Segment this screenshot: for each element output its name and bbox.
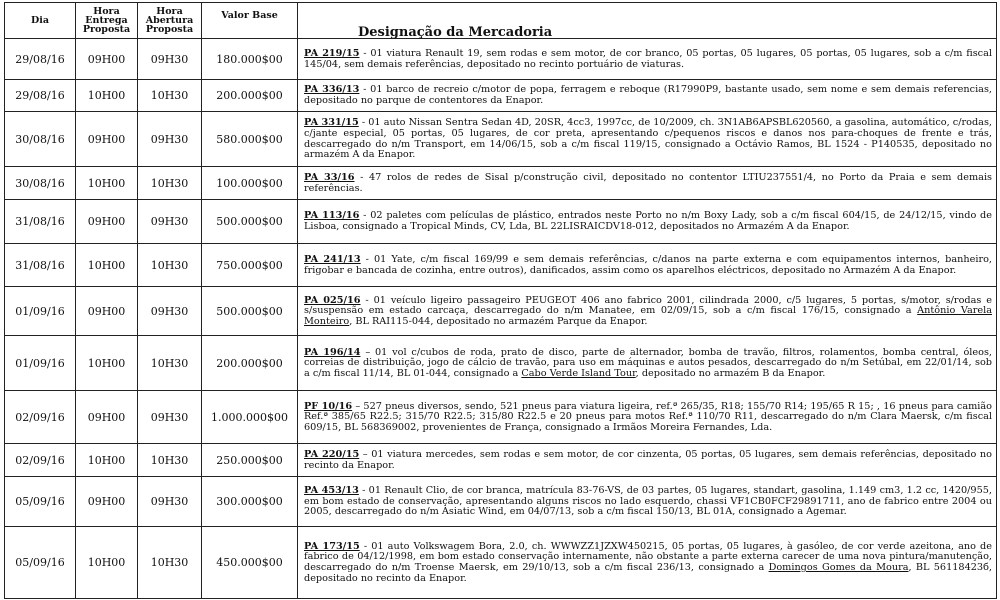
cell-hora-abertura: 10H30 <box>138 167 202 200</box>
cell-valor-base: 250.000$00 <box>202 444 298 477</box>
cell-hora-entrega: 10H00 <box>76 80 138 112</box>
description-text: - 01 auto Volkswagem Bora, 2.0, ch. WWWZZ1JZXW450215, 05 portas, 05 lugares, à gasóleo, de cor verde azeitona, ano de fabrico de 04/12/1998, em bom estado conservação internamente, não obstante a parte externa carecer de uma nova pintura/manutenção, descarregado do n/m Troense Maersk, em 29/10/13, sob a c/m fiscal 236/13, consignado a <box>304 540 992 573</box>
cell-hora-entrega: 10H00 <box>76 527 138 599</box>
cell-dia: 02/09/16 <box>5 391 76 444</box>
consignee-name: Domingos Gomes da Moura <box>768 562 909 573</box>
cell-hora-entrega: 09H00 <box>76 39 138 80</box>
description-text: , BL 56118423б, depositado no recinto da Enapor. <box>304 562 992 584</box>
cell-designacao <box>298 391 997 444</box>
process-reference: PA 196/14 <box>304 346 361 358</box>
cell-hora-entrega: 09H00 <box>76 200 138 244</box>
description-text: - 01 auto Nissan Sentra Sedan 4D, 20SR, 4cc3, 1997cc, de 10/2009, ch. 3N1AB6APSBL620560, a gasolina, automático, c/rodas, c/jante especial, 05 portas, 05 lugares, de cor preta, apresentando c/pequenos riscos e danos nos para-choques de frente e trás, descarregado do n/m Transport, em 14/06/15, sob a c/m fiscal 119/15, consignado a Octávio Ramos, BL 1524 - P140535, depositado no armazém A da Enapor. <box>304 117 992 161</box>
table-row <box>5 444 997 477</box>
cell-hora-entrega: 10H00 <box>76 336 138 391</box>
cell-dia: 02/09/16 <box>5 444 76 477</box>
cell-designacao <box>298 80 997 112</box>
cell-valor-base: 200.000$00 <box>202 336 298 391</box>
cell-hora-entrega: 10H00 <box>76 167 138 200</box>
cell-hora-entrega: 09H00 <box>76 287 138 336</box>
process-reference: PA 336/13 <box>304 84 360 96</box>
cell-hora-entrega: 10H00 <box>76 244 138 287</box>
process-reference: PA 331/15 <box>304 117 359 129</box>
cell-valor-base: 450.000$00 <box>202 527 298 599</box>
table-row <box>5 336 997 391</box>
cell-dia: 31/08/16 <box>5 244 76 287</box>
cell-valor-base: 300.000$00 <box>202 477 298 527</box>
process-reference: PA 025/16 <box>304 294 361 306</box>
header-hora-abertura: Hora Abertura Proposta <box>138 3 202 39</box>
cell-hora-abertura: 09H30 <box>138 287 202 336</box>
table-row <box>5 527 997 599</box>
cell-hora-abertura: 09H30 <box>138 200 202 244</box>
table-row <box>5 112 997 167</box>
process-reference: PA 219/15 <box>304 47 360 59</box>
cell-designacao <box>298 112 997 167</box>
header-hora-entrega: Hora Entrega Proposta <box>76 3 138 39</box>
description-text: - 01 Yate, c/m fiscal 169/99 e sem demais referências, c/danos na parte externa e com equipamentos internos, banheiro, frigobar e bancada de cozinha, entre outros), danificados, assim como os aparelhos eléctricos, depositado no Armazém A da Enapor. <box>304 253 992 276</box>
cell-hora-entrega: 09H00 <box>76 391 138 444</box>
header-valor-base: Valor Base <box>202 3 298 39</box>
description-text: - 01 Renault Clio, de cor branca, matrícula 83-76-VS, de 03 partes, 05 lugares, standart, gasolina, 1.149 cm3, 1.2 cc, 1420/955, em bom estado de conservação, apresentando alguns riscos no lado esquerdo, chassi VF1CB0FCF29891711, ano de fabrico entre 2004 ou 2005, descarregado do n/m Asiatic Wind, em 04/07/13, sob a c/m fiscal 150/13, BL 01A, consignado a Agemar. <box>304 485 992 518</box>
cell-valor-base: 580.000$00 <box>202 112 298 167</box>
table-row <box>5 244 997 287</box>
cell-hora-abertura: 10H30 <box>138 244 202 287</box>
table-row <box>5 477 997 527</box>
cell-dia: 05/09/16 <box>5 527 76 599</box>
process-reference: PF 10/16 <box>304 400 353 412</box>
cell-designacao <box>298 477 997 527</box>
consignee-name: Antônio Varela Monteiro <box>304 305 992 327</box>
description-text: - 02 paletes com películas de plástico, entrados neste Porto no n/m Boxy Lady, sob a c/m fiscal 604/15, de 24/12/15, vindo de Lisboa, consignado a Tropical Minds, CV, Lda, BL 22LISRAICDV18-012, depositados no Armazém A da Enapor. <box>304 210 992 232</box>
process-reference: PA 453/13 <box>304 485 359 497</box>
description-text: - 01 barco de recreio c/motor de popa, ferragem e reboque (R17990P9, bastante usado, sem nome e sem demais referencias, depositado no parque de contentores da Enapor. <box>304 84 993 106</box>
table-row <box>5 287 997 336</box>
process-reference: PA 33/16 <box>304 171 355 183</box>
cell-dia: 01/09/16 <box>5 336 76 391</box>
cell-dia: 29/08/16 <box>5 80 76 112</box>
header-dia: Dia <box>5 3 76 39</box>
cell-designacao <box>298 444 997 477</box>
cell-hora-abertura: 09H30 <box>138 477 202 527</box>
cell-hora-abertura: 10H30 <box>138 336 202 391</box>
description-text: – 01 vol c/cubos de roda, prato de disco, parte de alternador, bomba de travão, filtros, rolamentos, bomba central, óleos, correias de distribuição, jogo de cálcio de travão, para uso em máquinas e autos pesados, descarregado do n/m Setúbal, em 22/01/14, sob a c/m fiscal 11/14, BL 01-044, consignado a <box>304 346 992 379</box>
cell-valor-base: 180.000$00 <box>202 39 298 80</box>
consignee-name: Cabo Verde Island Tour <box>521 367 636 379</box>
cell-hora-abertura: 10H30 <box>138 527 202 599</box>
cell-hora-entrega: 10H00 <box>76 444 138 477</box>
table-row <box>5 167 997 200</box>
cell-hora-abertura: 10H30 <box>138 444 202 477</box>
process-reference: PA 173/15 <box>304 540 360 552</box>
cell-hora-abertura: 09H30 <box>138 39 202 80</box>
cell-dia: 30/08/16 <box>5 112 76 167</box>
cell-dia: 05/09/16 <box>5 477 76 527</box>
cell-dia: 29/08/16 <box>5 39 76 80</box>
cell-designacao <box>298 527 997 599</box>
table-row <box>5 39 997 80</box>
cell-hora-abertura: 09H30 <box>138 112 202 167</box>
cell-hora-entrega: 09H00 <box>76 112 138 167</box>
process-reference: PA 241/13 <box>304 253 361 265</box>
cell-designacao <box>298 39 997 80</box>
cell-dia: 31/08/16 <box>5 200 76 244</box>
header-row <box>5 3 997 39</box>
cell-designacao <box>298 336 997 391</box>
table-row <box>5 391 997 444</box>
cell-designacao <box>298 167 997 200</box>
merchandise-table <box>4 2 997 599</box>
description-text: - 01 viatura Renault 19, sem rodas e sem motor, de cor branco, 05 portas, 05 lugares, 05 portas, 05 lugares, sob a c/m fiscal 145/04, sem demais referências, depositado no recinto portuário de viaturas. <box>304 47 992 70</box>
cell-valor-base: 500.000$00 <box>202 200 298 244</box>
description-text: - 47 rolos de redes de Sisal p/construção civil, depositado no contentor LTIU237551/4, no Porto da Praia e sem demais referências. <box>304 171 993 194</box>
cell-valor-base: 750.000$00 <box>202 244 298 287</box>
description-text: , BL RAI115-044, depositado no armazém Parque da Enapor. <box>349 315 648 327</box>
cell-valor-base: 500.000$00 <box>202 287 298 336</box>
description-text: – 01 viatura mercedes, sem rodas e sem motor, de cor cinzenta, 05 portas, 05 lugares, sem demais referências, depositado no recinto da Enapor. <box>304 448 992 471</box>
cell-hora-entrega: 09H00 <box>76 477 138 527</box>
cell-designacao <box>298 287 997 336</box>
cell-designacao <box>298 200 997 244</box>
table-row <box>5 80 997 112</box>
cell-hora-abertura: 09H30 <box>138 391 202 444</box>
cell-dia: 30/08/16 <box>5 167 76 200</box>
cell-designacao <box>298 244 997 287</box>
process-reference: PA 220/15 <box>304 448 360 460</box>
header-designacao: Designação da Mercadoria <box>298 3 997 39</box>
cell-valor-base: 100.000$00 <box>202 167 298 200</box>
description-text: , depositado no armazém B da Enapor. <box>635 367 826 379</box>
auction-sheet <box>4 2 996 599</box>
description-text: – 527 pneus diversos, sendo, 521 pneus para viatura ligeira, ref.ª 265/35, R18; 155/70 R14; 195/65 R 15; , 16 pneus para camião Ref.ª 385/65 R22.5; 315/70 R22.5; 315/80 R22.5 e 20 pneus para motos Ref.ª 110/70 R11, descarregado do n/m Clara Maersk, c/m fiscal 609/15, BL 568369002, provenientes de França, consignado a Irmãos Moreira Fernandes, Lda. <box>304 400 992 433</box>
cell-hora-abertura: 10H30 <box>138 80 202 112</box>
cell-valor-base: 200.000$00 <box>202 80 298 112</box>
table-row <box>5 200 997 244</box>
cell-dia: 01/09/16 <box>5 287 76 336</box>
process-reference: PA 113/16 <box>304 210 360 222</box>
description-text: - 01 veículo ligeiro passageiro PEUGEOT 406 ano fabrico 2001, cilindrada 2000, c/5 lugares, 5 portas, s/motor, s/rodas e s/suspensão em estado carcaça, descarregado do n/m Manatee, em 02/09/15, sob a c/m fiscal 176/15, consignado a <box>304 294 992 317</box>
cell-valor-base: 1.000.000$00 <box>202 391 298 444</box>
